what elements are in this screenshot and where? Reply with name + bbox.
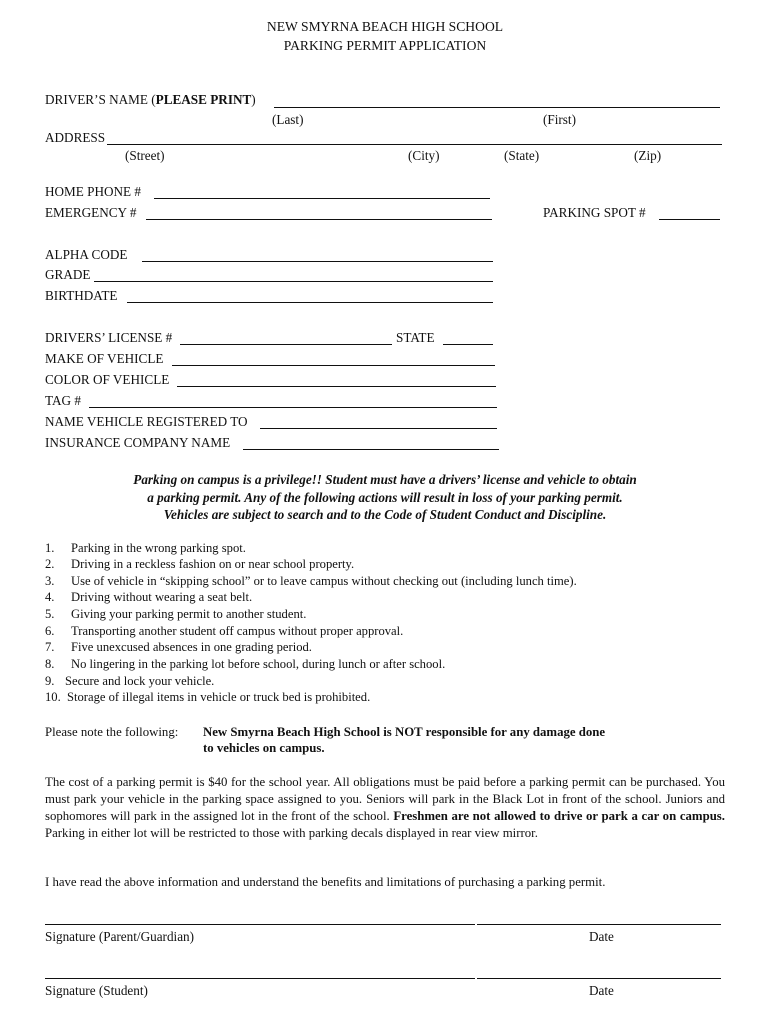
parent-signature-line[interactable] [45, 924, 475, 925]
parent-date-line[interactable] [477, 924, 721, 925]
home-phone-field[interactable] [154, 198, 490, 199]
list-item: 5. Giving your parking permit to another student. [45, 607, 307, 621]
tag-label: TAG # [45, 393, 81, 408]
parent-date-label: Date [589, 929, 614, 944]
registered-to-label: NAME VEHICLE REGISTERED TO [45, 414, 248, 429]
school-name: NEW SMYRNA BEACH HIGH SCHOOL [266, 19, 504, 34]
note-disclaimer-line1: New Smyrna Beach High School is NOT responsible for any damage done [203, 725, 606, 739]
insurance-field[interactable] [243, 449, 499, 450]
note-disclaimer-line2: to vehicles on campus. [203, 741, 325, 755]
street-caption: (Street) [125, 148, 165, 163]
parking-spot-field[interactable] [659, 219, 720, 220]
cost-paragraph: The cost of a parking permit is $40 for the school year. All obligations must be paid before a parking permit can be purchased. You must park your vehicle in the parking space assigned to you. Seniors will park in the Black Lot in front of the school. Juniors and sophomores will park in the assigned lot in the front of the school. Freshmen are not allowed to drive or park a car on campus. Parking in either lot will be restricted to those with parking decals displayed in rear view mirror. [45, 775, 725, 840]
first-name-caption: (First) [543, 112, 576, 127]
alpha-code-field[interactable] [142, 261, 493, 262]
list-item: 8. No lingering in the parking lot before school, during lunch or after school. [45, 657, 446, 671]
privilege-warning: Parking on campus is a privilege!! Student must have a drivers’ license and vehicle to obtain a parking permit. Any of the following actions will result in loss of your parking permit. Vehicles are subject to search and to the Code of Student Conduct and Discipline. [133, 472, 637, 522]
list-item: 7. Five unexcused absences in one grading period. [45, 640, 312, 654]
form-title: PARKING PERMIT APPLICATION [283, 38, 487, 53]
address-label: ADDRESS [45, 130, 106, 145]
make-label: MAKE OF VEHICLE [45, 351, 164, 366]
insurance-label: INSURANCE COMPANY NAME [45, 435, 231, 450]
city-caption: (City) [408, 148, 440, 163]
color-label: COLOR OF VEHICLE [45, 372, 170, 387]
tag-field[interactable] [89, 407, 497, 408]
emergency-field[interactable] [146, 219, 492, 220]
note-label: Please note the following: [45, 725, 179, 739]
last-name-caption: (Last) [272, 112, 304, 127]
grade-label: GRADE [45, 267, 91, 282]
student-signature-line[interactable] [45, 978, 475, 979]
parking-spot-label: PARKING SPOT # [543, 205, 646, 220]
acknowledgement: I have read the above information and understand the benefits and limitations of purchasing a parking permit. [45, 875, 606, 889]
list-item: 4. Driving without wearing a seat belt. [45, 590, 253, 604]
alpha-code-label: ALPHA CODE [45, 247, 128, 262]
zip-caption: (Zip) [634, 148, 662, 163]
birthdate-label: BIRTHDATE [45, 288, 118, 303]
registered-to-field[interactable] [260, 428, 497, 429]
birthdate-field[interactable] [127, 302, 493, 303]
drivers-license-label: DRIVERS’ LICENSE # [45, 330, 173, 345]
student-signature-label: Signature (Student) [45, 983, 148, 998]
list-item: 9. Secure and lock your vehicle. [45, 674, 215, 688]
list-item: 10. Storage of illegal items in vehicle or truck bed is prohibited. [45, 690, 371, 704]
list-item: 2. Driving in a reckless fashion on or near school property. [45, 557, 355, 571]
color-field[interactable] [177, 386, 496, 387]
drivers-license-field[interactable] [180, 344, 392, 345]
student-date-label: Date [589, 983, 614, 998]
list-item: 1. Parking in the wrong parking spot. [45, 541, 246, 555]
license-state-label: STATE [396, 330, 435, 345]
emergency-label: EMERGENCY # [45, 205, 137, 220]
list-item: 6. Transporting another student off campus without proper approval. [45, 624, 404, 638]
license-state-field[interactable] [443, 344, 493, 345]
make-field[interactable] [172, 365, 495, 366]
state-caption: (State) [504, 148, 540, 163]
list-item: 3. Use of vehicle in “skipping school” or to leave campus without checking out (including lunch time). [45, 574, 577, 588]
drivers-name-field[interactable] [274, 107, 720, 108]
student-date-line[interactable] [477, 978, 721, 979]
drivers-name-label: DRIVER’S NAME (PLEASE PRINT) [45, 92, 256, 107]
parent-signature-label: Signature (Parent/Guardian) [45, 929, 195, 944]
address-field[interactable] [107, 144, 722, 145]
grade-field[interactable] [94, 281, 493, 282]
home-phone-label: HOME PHONE # [45, 184, 141, 199]
